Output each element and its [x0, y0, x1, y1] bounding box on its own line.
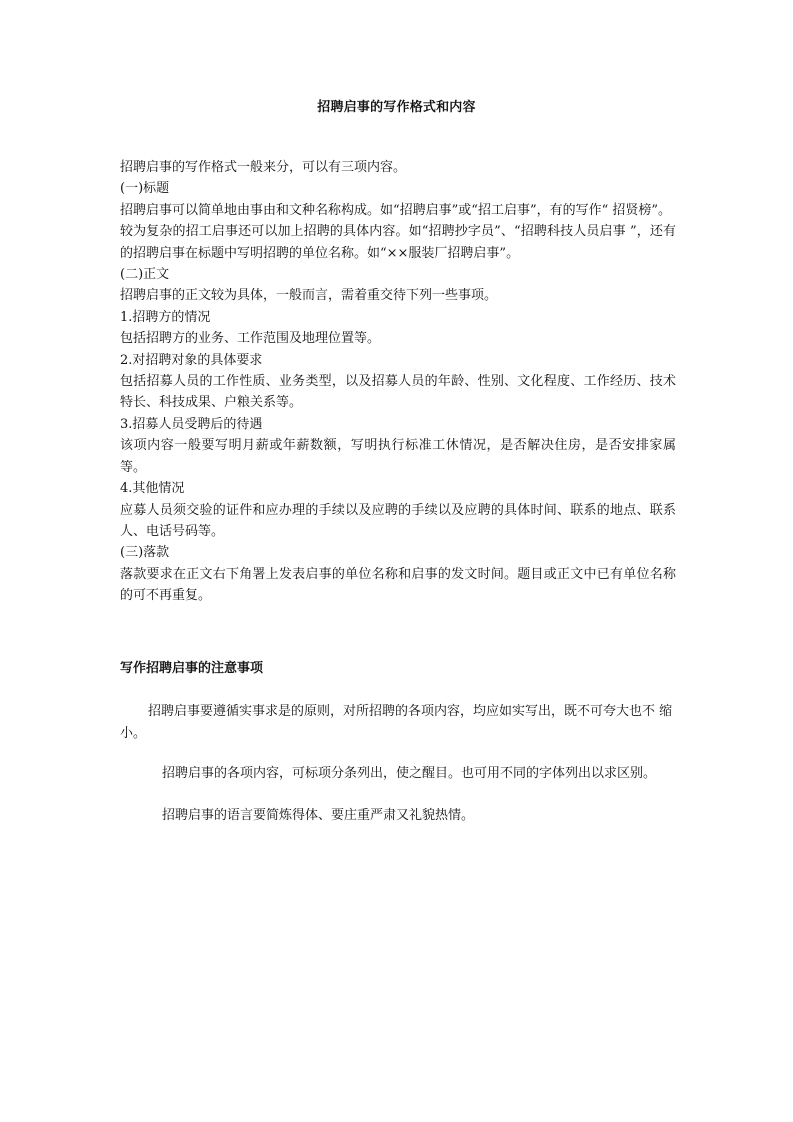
paragraph: 落款要求在正文右下角署上发表启事的单位名称和启事的发文时间。题目或正文中已有单位名称的可不再重复。 — [120, 566, 676, 604]
paragraph: 招聘启事可以简单地由事由和文种名称构成。如“招聘启事”或“招工启事”，有的写作“ 招贤榜”。 — [120, 202, 672, 218]
paragraph: 包括招募人员的工作性质、业务类型，以及招募人员的年龄、性别、文化程度、工作经历、技术特长、科技成果、户粮关系等。 — [120, 374, 676, 411]
paragraph: 应募人员须交验的证件和应办理的手续以及应聘的手续以及应聘的具体时间、联系的地点、联系人、电话号码等。 — [120, 502, 676, 539]
note-paragraph: 招聘启事的语言要简炼得体、要庄重严肃又礼貌热情。 — [162, 808, 475, 823]
heading-body-section: (二)正文 — [120, 267, 170, 283]
intro-paragraph: 招聘启事的写作格式一般来分，可以有三项内容。 — [120, 160, 407, 175]
paragraph: 包括招聘方的业务、工作范围及地理位置等。 — [120, 331, 381, 347]
subheading: 1.招聘方的情况 — [120, 309, 211, 325]
heading-signature-section: (三)落款 — [120, 545, 170, 561]
paragraph: 较为复杂的招工启事还可以加上招聘的具体内容。如“招聘抄字员”、“招聘科技人员启事 ”，还有的招聘启事在标题中写明招聘的单位名称。如“××服装厂招聘启事”。 — [120, 224, 676, 261]
subheading: 4.其他情况 — [120, 481, 185, 497]
section-title: 写作招聘启事的注意事项 — [120, 661, 264, 676]
subheading: 3.招募人员受聘后的待遇 — [120, 416, 263, 432]
note-paragraph: 招聘启事的各项内容，可标项分条列出，使之醒目。也可用不同的字体列出以求区别。 — [162, 766, 657, 781]
document-body — [120, 157, 676, 607]
paragraph: 招聘启事的正文较为具体，一般而言，需着重交待下列一些事项。 — [120, 288, 498, 304]
subheading: 2.对招聘对象的具体要求 — [120, 352, 263, 368]
paragraph: 该项内容一般要写明月薪或年薪数额，写明执行标准工休情况，是否解决住房，是否安排家属 等。 — [120, 438, 676, 475]
document-title: 招聘启事的写作格式和内容 — [317, 100, 476, 115]
heading-title-section: (一)标题 — [120, 181, 170, 197]
note-paragraph: 招聘启事要遵循实事求是的原则，对所招聘的各项内容，均应如实写出，既不可夸大也不 缩小。 — [120, 704, 673, 741]
